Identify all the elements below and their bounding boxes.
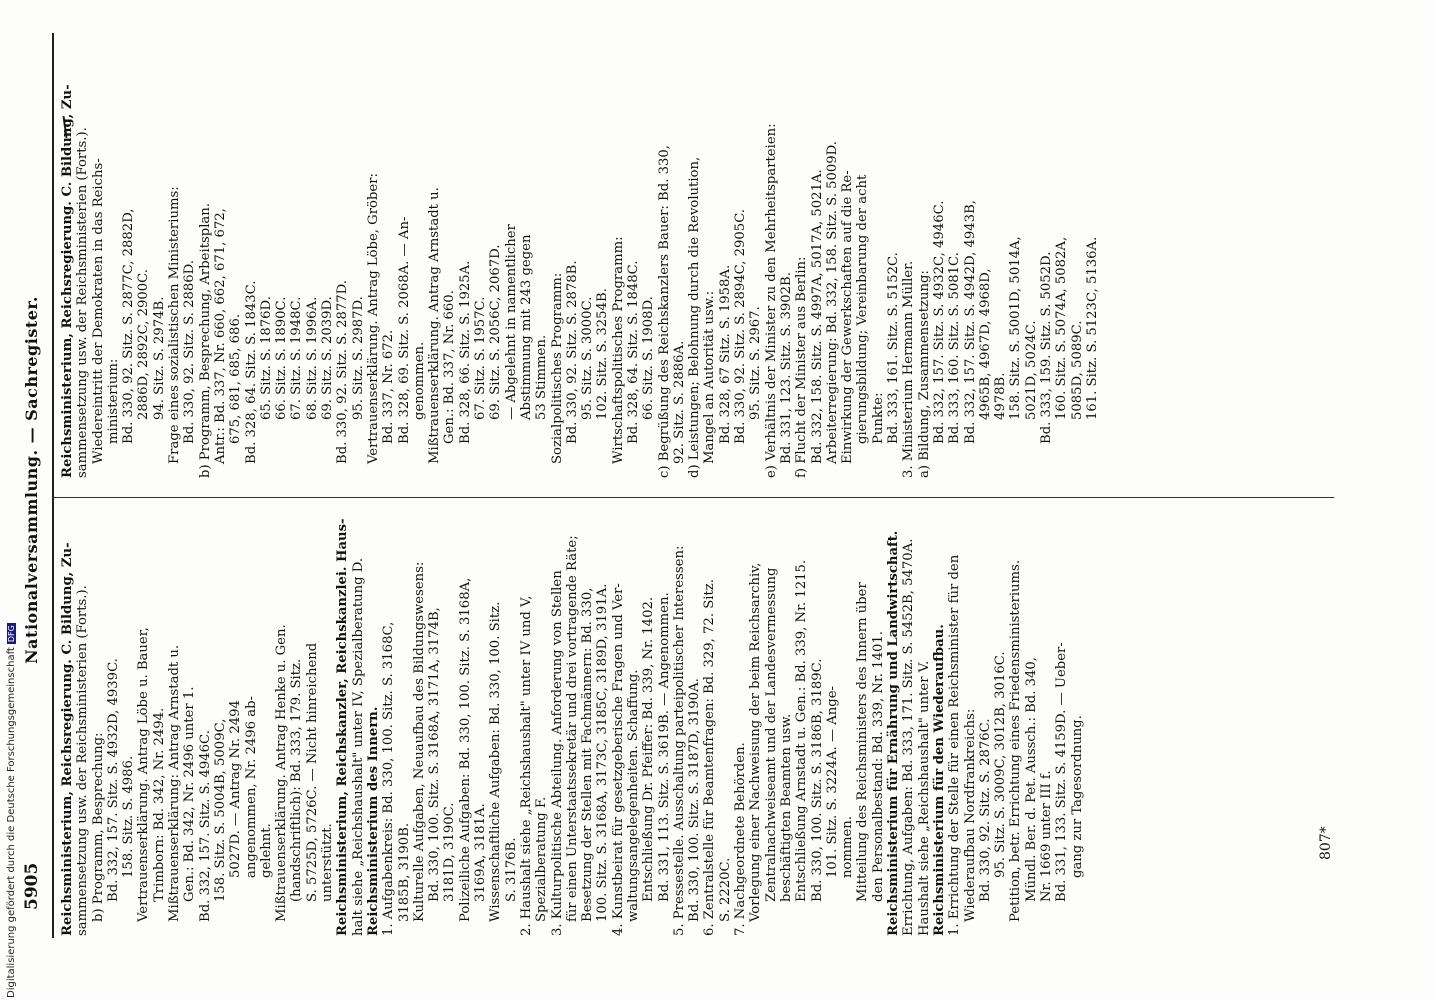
index-line: Sozialpolitisches Programm: (549, 272, 565, 464)
index-line: 4. Kunstbeirat für gesetzgeberische Fragen und Ver- (610, 583, 626, 936)
index-line: 100. Sitz. S. 3168A, 3173C, 3185C, 3189D, 3191A. (595, 583, 611, 922)
index-line: 158. Sitz. S. 4986. (121, 755, 137, 878)
index-line: 161. Sitz. S. 5123C, 5136A. (1084, 236, 1100, 420)
index-line: 3185B, 3190B. (396, 822, 412, 922)
index-line: gang zur Tagesordnung. (1069, 715, 1085, 878)
index-line: gierungsbildung; Vereinbarung der acht (855, 174, 871, 444)
index-line: 67. Sitz. S. 1948C. (289, 296, 305, 420)
index-line: 5. Pressestelle. Ausschaltung parteipolitischer Interessen: (671, 545, 687, 936)
index-line: Petition, betr. Errichtung eines Friedensministeriums. (1008, 559, 1024, 922)
index-line: S. 5725D, 5726C. — Nicht hinreichend (304, 642, 320, 902)
index-line: Bd. 330, 100. Sitz. S. 3187D, 3190A. (687, 678, 703, 922)
index-line: waltungsangelegenheiten. Schaffung. (625, 669, 641, 922)
header-rule (52, 33, 54, 938)
index-column-2 (60, 58, 1100, 478)
index-line: 69. Sitz. S. 2039D. (320, 296, 336, 420)
index-line: Bd. 328, 66. Sitz. S. 1925A. (457, 260, 473, 444)
index-line: 4965B, 4967D, 4968D, (977, 268, 993, 420)
index-line: 92. Sitz. S. 2886A. (671, 340, 687, 464)
index-line: Mißtrauenserklärung. Antrag Arnstadt u. (427, 187, 443, 464)
index-line: Polizeiliche Aufgaben: Bd. 330, 100. Sitz. S. 3168A, (457, 577, 473, 922)
index-line: Nr. 1669 unter III f. (1039, 770, 1054, 902)
index-line: Frage eines sozialistischen Ministeriums: (167, 186, 183, 464)
index-line: Bd. 330, 100. Sitz. S. 3186B, 3189C. (809, 658, 825, 902)
index-line: Reichsministerium, Reichsregierung. C. Bildung, Zu- (60, 542, 75, 936)
index-line: Bd. 330, 100. Sitz. S. 3168A, 3171A, 3174B, (427, 607, 443, 902)
index-line: Wirtschaftspolitisches Programm: (610, 236, 626, 464)
page-header (22, 50, 46, 910)
index-line: 1. Aufgabenkreis: Bd. 330, 100. Sitz. S. 3168C, (381, 621, 397, 936)
index-line: Wissenschaftliche Aufgaben: Bd. 330, 100. Sitz. (488, 601, 504, 922)
index-line: Reichsministerium des Innern. (365, 706, 381, 936)
index-line: ministerium: (105, 358, 121, 444)
index-line: Entschließung Arnstadt u. Gen.: Bd. 339, Nr. 1215. (794, 559, 810, 902)
index-line: halt siehe „Reichshaushalt" unter IV, Spezialberatung D. (350, 557, 366, 936)
index-line: für einen Unterstaatssekretär und drei vortragende Räte; (564, 535, 580, 922)
index-line: Mangel an Autorität usw.: (702, 290, 718, 464)
index-line: Reichsministerium für den Wiederaufbau. (931, 624, 947, 936)
index-line: 69. Sitz. S. 2056C, 2067D. (488, 244, 504, 420)
index-line: 5027D. — Antrag Nr. 2494 (228, 700, 244, 878)
index-line: sammensetzung usw. der Reichsministerien (Forts.). (75, 585, 91, 936)
index-line: 2886D, 2892C, 2900C. (136, 269, 152, 420)
index-line: Bd. 332, 157. Sitz. S. 4932C, 4946C. (931, 200, 947, 444)
index-line: Arbeiterregierung: Bd. 332, 158. Sitz. S. 5009D. (824, 141, 840, 464)
index-line: 66. Sitz. S. 1908D. (641, 296, 657, 420)
index-line: 7. Nachgeordnete Behörden. (733, 742, 749, 936)
index-line: 3. Ministerium Hermann Müller. (901, 260, 917, 478)
index-line: Bd. 332, 157. Sitz. S. 4932D, 4939C. (105, 658, 121, 902)
index-line: unterstützt. (320, 823, 336, 902)
index-line: d) Leistungen; Belohnung durch die Revolution, (687, 156, 703, 478)
index-line: Vorlegung einer Nachweisung der beim Reichsarchiv, (748, 562, 764, 922)
index-line: Gen.: Bd. 342, Nr. 2496 unter 1. (182, 686, 198, 902)
index-line: genommen. (411, 341, 427, 420)
index-line: 2. Haushalt siehe „Reichshaushalt" unter IV und V, (518, 595, 534, 936)
index-line: Besetzung der Stellen mit Fachmännern: Bd. 330, (580, 587, 596, 922)
index-line: sammensetzung usw. der Reichsministerien (Forts.). (75, 127, 91, 478)
index-line: 65. Sitz. S. 1876D. (258, 296, 274, 420)
index-line: S. 3176B. (503, 837, 519, 902)
index-line: 5021D, 5024C. (1023, 320, 1039, 420)
index-line: Bd. 332, 157. Sitz. S. 4946C. (197, 730, 213, 922)
index-line: Bd. 330, 92. Sitz. S. 2877D. (335, 280, 351, 464)
index-line: b) Programm, Besprechung: (90, 732, 106, 922)
index-line: Haushalt siehe „Reichshaushalt" unter V. (916, 660, 932, 936)
index-line: 95. Sitz. S. 2967. (748, 306, 764, 420)
index-line: Entschließung Dr. Pfeiffer: Bd. 339, Nr. 1402. (641, 596, 657, 902)
index-line: 4978B. (993, 372, 1009, 420)
index-line: — Abgelehnt in namentlicher (503, 224, 519, 420)
index-line: 67. Sitz. S. 1957C. (473, 296, 489, 420)
index-column-1 (60, 516, 1085, 936)
index-line: Errichtung, Aufgaben: Bd. 333, 171. Sitz. S. 5452B, 5470A. (901, 538, 917, 936)
funding-text: Digitalisierung gefördert durch die Deutsche Forschungsgemeinschaft (6, 647, 17, 998)
index-line: c) Begrüßung des Reichskanzlers Bauer: Bd. 330, (656, 145, 672, 478)
index-line: Mündl. Ber. d. Pet. Aussch.: Bd. 340, (1023, 657, 1039, 902)
index-line: den Personalbestand: Bd. 339, Nr. 1401. (870, 631, 886, 902)
index-line: f) Flucht der Minister aus Berlin: (794, 256, 810, 478)
index-line: Mißtrauenserklärung: Antrag Arnstadt u. (167, 644, 183, 922)
index-line: angenommen, Nr. 2496 ab- (243, 695, 259, 878)
index-line: Bd. 333, 161. Sitz. S. 5152C. (886, 252, 902, 444)
funding-note (6, 623, 17, 998)
index-line: (handschriftlich): Bd. 333, 179. Sitz. (289, 658, 305, 902)
index-line: Spezialberatung F. (534, 796, 550, 922)
index-line: 3169A, 3181A. (473, 803, 489, 902)
index-line: 5085D, 5089C. (1069, 320, 1085, 420)
index-line: Zentralnachweiseamt und der Landesvermessung (763, 567, 779, 902)
index-line: Bd. 330, 92. Sitz. S. 2886D. (182, 260, 198, 444)
index-line: Bd. 333, 159. Sitz. S. 5052D. (1039, 251, 1054, 444)
index-line: Reichsministerium für Ernährung und Landwirtschaft. (886, 530, 902, 936)
index-line: Bd. 330, 92. Sitz. S. 2877C, 2882D, (121, 208, 137, 444)
index-line: Bd. 333, 160. Sitz. S. 5081C. (947, 252, 963, 444)
index-line: Bd. 332, 158. Sitz. S. 4997A, 5017A, 5021A. (809, 169, 825, 464)
index-line: 158. Sitz. S. 5001D, 5014A, (1008, 236, 1024, 420)
index-line: 101. Sitz. S. 3224A. — Ange- (824, 686, 840, 878)
index-line: 95. Sitz. S. 2987D. (350, 296, 366, 420)
index-line: Wiederaufbau Nordfrankreichs: (962, 708, 978, 922)
index-line: Bd. 330, 92. Sitz. S. 2894C, 2905C. (733, 208, 749, 444)
page-number: 5905 (22, 862, 42, 910)
index-line: Bd. 328, 64. Sitz. S. 1843C. (243, 280, 259, 464)
index-line: Bd. 328, 69. Sitz. S. 2068A. — An- (396, 216, 412, 444)
index-line: 3. Kulturpolitische Abteilung. Anforderung von Stellen (549, 570, 565, 936)
index-line: a) Bildung, Zusammensetzung: (916, 270, 932, 478)
index-line: Bd. 328, 67 Sitz. S. 1958A. (717, 264, 733, 444)
index-line: Kulturelle Aufgaben, Neuaufbau des Bildungswesens: (411, 561, 427, 922)
index-line: gelehnt. (258, 823, 274, 878)
index-line: Gen.: Bd. 337, Nr. 660. (442, 290, 458, 444)
signature-mark: 807* (1318, 826, 1334, 860)
index-line: 102. Sitz. S. 3254B. (595, 288, 611, 420)
index-line: Vertrauenserklärung. Antrag Löbe, Gröber: (365, 173, 381, 464)
index-line: b) Programm, Besprechung, Arbeitsplan. (197, 203, 213, 478)
index-line: 94. Sitz. S. 2974B. (151, 296, 167, 420)
index-line: Mitteilung des Reichsministers des Innern über (855, 582, 871, 902)
index-line: Bd. 337, Nr. 672. (381, 329, 397, 444)
index-line: 53 Stimmen. (534, 334, 550, 420)
index-line: Bd. 330, 92. Sitz. S. 2878B. (564, 260, 580, 444)
index-line: Bd. 331, 123. Sitz. S. 3902B. (778, 272, 794, 464)
index-line: Bd. 328, 64. Sitz. S. 1848C. (625, 260, 641, 444)
index-line: 68. Sitz. S. 1996A. (304, 296, 320, 420)
index-line: Einwirkung der Gewerkschaften auf die Re- (840, 170, 856, 464)
index-line: 675, 681, 685, 686. (228, 313, 244, 444)
index-line: Bd. 332, 157. Sitz. S. 4942D, 4943B, (962, 200, 978, 444)
index-line: nommen. (840, 816, 856, 878)
index-line: 6. Zentralstelle für Beamtenfragen: Bd. 329, 72. Sitz. (702, 579, 718, 936)
dfg-logo: DFG (7, 625, 16, 643)
index-line: Bd. 331, 133. Sitz. S. 4159D. — Ueber- (1054, 642, 1070, 902)
index-line: Antr.: Bd. 337, Nr. 660, 662, 671, 672, (212, 208, 228, 464)
index-line: Mißtrauenserklärung. Antrag Henke u. Gen. (274, 624, 290, 922)
index-line: Bd. 330, 92. Sitz. S. 2876C. (977, 718, 993, 902)
index-line: S. 2220C. (717, 857, 733, 922)
index-line: Wiedereintritt der Demokraten in das Reichs- (90, 158, 106, 464)
index-line: Reichsministerium, Reichskanzler, Reichskanzlei. Haus- (335, 518, 351, 936)
index-line: beschäftigten Beamten usw. (778, 713, 794, 902)
index-line: 1. Errichtung der Stelle für einen Reichsminister für den (947, 554, 963, 936)
column-divider (54, 497, 1334, 498)
index-line: 66. Sitz. S. 1890C. (274, 296, 290, 420)
index-line: 95. Sitz. S. 3000C. (580, 296, 596, 420)
index-line: Abstimmung mit 243 gegen (518, 234, 534, 420)
index-line: 95. Sitz. S. 3009C, 3012B, 3016C. (993, 651, 1009, 878)
index-line: 158. Sitz. S. 5004B, 5009C, (212, 718, 228, 902)
header-title: Nationalversammlung. — Sachregister. (22, 296, 41, 664)
index-line: Punkte: (870, 392, 886, 444)
index-line: Trimborn: Bd. 342, Nr. 2494. (151, 707, 167, 902)
index-line: 3181D, 3190C. (442, 802, 458, 902)
index-line: e) Verhältnis der Minister zu den Mehrheitsparteien: (763, 123, 779, 478)
index-line: 160. Sitz. S. 5074A, 5082A, (1054, 236, 1070, 420)
index-line: Reichsministerium, Reichsregierung. C. Bildung, Zu- (60, 84, 75, 478)
index-line: Vertrauenserklärung. Antrag Löbe u. Bauer, (136, 627, 152, 922)
index-line: Bd. 331, 113. Sitz. S. 3619B. — Angenommen. (656, 592, 672, 902)
